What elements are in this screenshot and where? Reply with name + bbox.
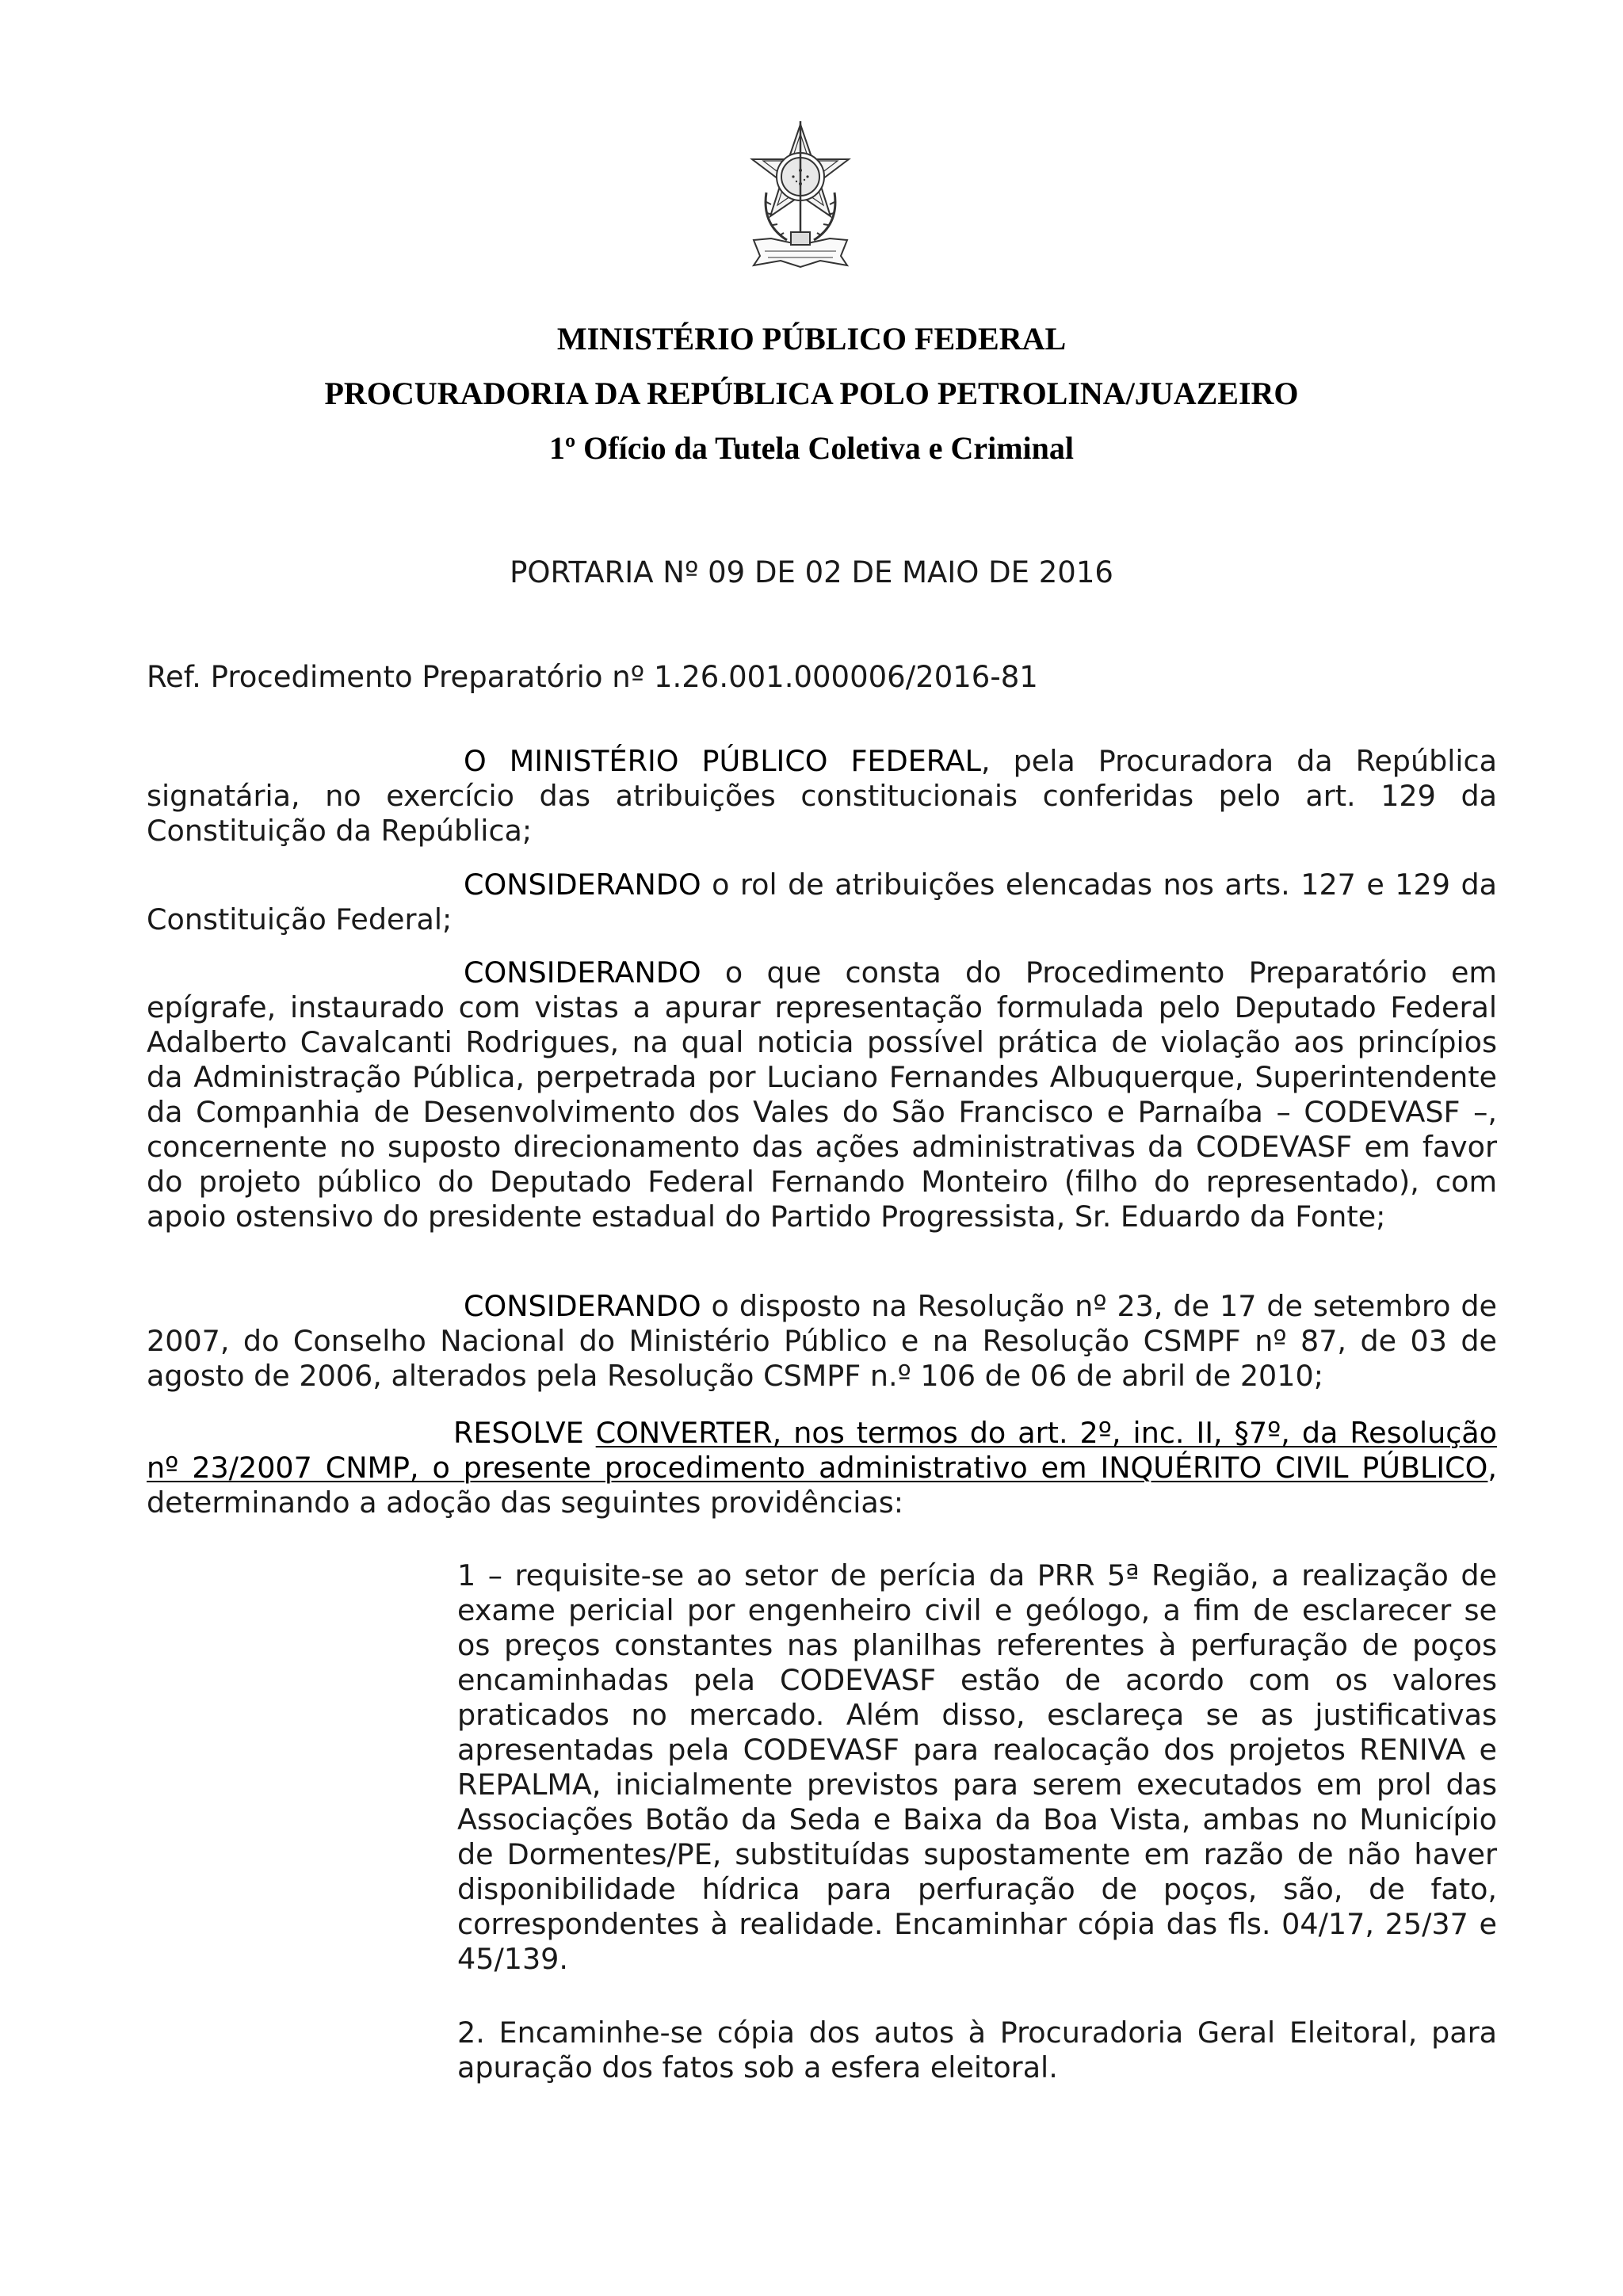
resolve-comma: , (1487, 1451, 1497, 1485)
paragraph-considerando-1 (147, 868, 1497, 937)
paragraph-text: o rol de atribuições elencadas nos arts. 127 e 129 da Constituição Federal; (147, 868, 1497, 936)
paragraph-considerando-2 (147, 955, 1497, 1234)
list-item: 2. Encaminhe-se cópia dos autos à Procuradoria Geral Eleitoral, para apuração dos fatos sob a esfera eleitoral. (457, 2016, 1497, 2084)
resolve-lead: RESOLVE (453, 1416, 584, 1450)
procedure-reference: Ref. Procedimento Preparatório nº 1.26.001.000006/2016-81 (147, 660, 1038, 694)
resolve-text: determinando a adoção das seguintes providências: (147, 1486, 904, 1520)
list-item: 1 – requisite-se ao setor de perícia da PRR 5ª Região, a realização de exame pericial por engenheiro civil e geólogo, a fim de esclarecer se os preços constantes nas planilhas referentes à perfuração de poços encaminhadas pela CODEVASF estão de acordo com os valores praticados no mercado. Além disso, esclareça se as justificativas apresentadas pela CODEVASF para realocação dos projetos RENIVA e REPALMA, inicialmente previstos para serem executados em prol das Associações Botão da Seda e Baixa da Boa Vista, ambas no Município de Dormentes/PE, substituídas supostamente em razão de não haver disponibilidade hídrica para perfuração de poços, são, de fato, correspondentes à realidade. Encaminhar cópia das fls. 04/17, 25/37 e 45/139. (457, 1558, 1497, 1976)
paragraph-lead: CONSIDERANDO (464, 1289, 701, 1323)
header-office: PROCURADORIA DA REPÚBLICA POLO PETROLINA/JUAZEIRO (324, 376, 1299, 411)
header-department: 1º Ofício da Tutela Coletiva e Criminal (548, 430, 1075, 466)
resolve-underlined-text: CONVERTER, nos termos do art. 2º, inc. II, §7º, da Resolução nº 23/2007 CNMP, o presente procedimento administrativo em INQUÉRITO CIVIL PÚBLICO (147, 1416, 1497, 1485)
paragraph-text: o disposto na Resolução nº 23, de 17 de setembro de 2007, do Conselho Nacional do Ministério Público e na Resolução CSMPF nº 87, de 03 de agosto de 2006, alterados pela Resolução CSMPF n.º 106 de 06 de abril de 2010; (147, 1289, 1497, 1393)
portaria-title: PORTARIA Nº 09 DE 02 DE MAIO DE 2016 (510, 555, 1113, 589)
paragraph-text: o que consta do Procedimento Preparatório em epígrafe, instaurado com vistas a apurar representação formulada pelo Deputado Federal Adalberto Cavalcanti Rodrigues, na qual noticia possível prática de violação aos princípios da Administração Pública, perpetrada por Luciano Fernandes Albuquerque, Superintendente da Companhia de Desenvolvimento dos Vales do São Francisco e Parnaíba – CODEVASF –, concernente no suposto direcionamento das ações administrativas da CODEVASF em favor do projeto público do Deputado Federal Fernando Monteiro (filho do representado), com apoio ostensivo do presidente estadual do Partido Progressista, Sr. Eduardo da Fonte; (147, 955, 1497, 1234)
brazil-coat-of-arms-icon (747, 121, 854, 273)
paragraph-resolve (147, 1416, 1497, 1520)
paragraph-intro (147, 744, 1497, 849)
header-institution: MINISTÉRIO PÚBLICO FEDERAL (556, 321, 1067, 357)
paragraph-text: , pela Procuradora da República signatária, no exercício das atribuições constitucionais conferidas pelo art. 129 da Constituição da República; (147, 744, 1497, 848)
paragraph-lead: CONSIDERANDO (464, 868, 701, 902)
paragraph-lead: O MINISTÉRIO PÚBLICO FEDERAL (464, 744, 981, 778)
paragraph-considerando-3 (147, 1289, 1497, 1394)
paragraph-lead: CONSIDERANDO (464, 955, 701, 990)
